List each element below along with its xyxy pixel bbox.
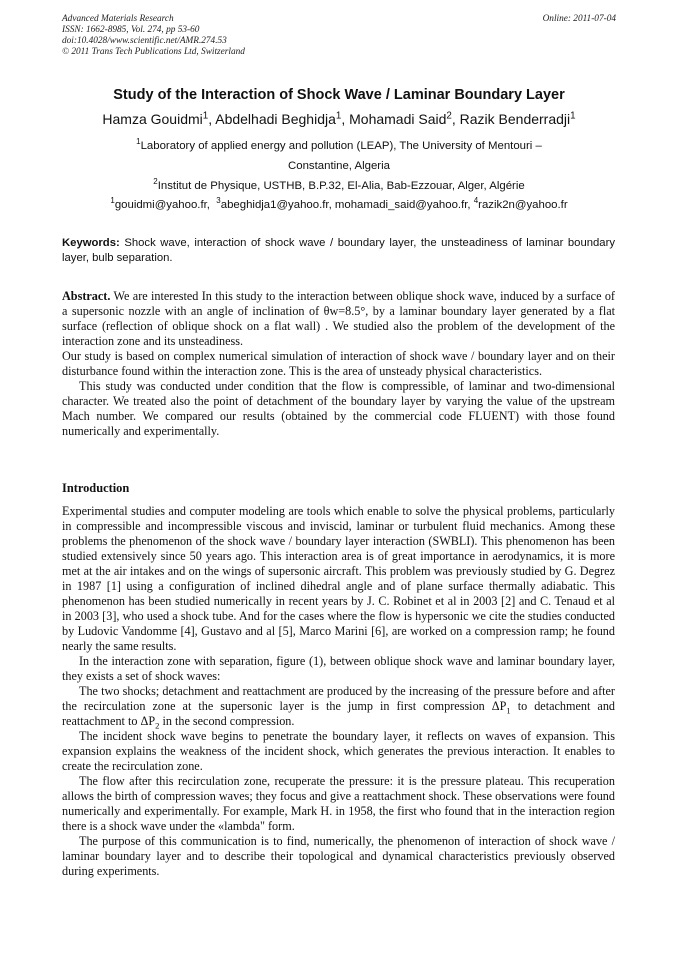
abstract-label: Abstract.: [62, 289, 111, 303]
intro-paragraph: The incident shock wave begins to penetrate the boundary layer, it reflects on waves of expansion. This expansion explains the weakness of the incident shock, which generates the previous interaction. It enables to create the recirculation zone.: [62, 729, 615, 773]
introduction-section: [62, 504, 615, 879]
keywords-label: Keywords:: [62, 237, 120, 249]
paper-title: Study of the Interaction of Shock Wave / Laminar Boundary Layer: [113, 87, 565, 103]
author-name: Abdelhadi Beghidja: [215, 111, 336, 127]
journal-doi: doi:10.4028/www.scientific.net/AMR.274.53: [62, 36, 227, 46]
journal-header: [62, 14, 616, 58]
intro-text: in the second compression.: [159, 714, 295, 728]
intro-text: to detachment and reattachment to ΔP: [62, 699, 616, 728]
affiliation-1-continued: Constantine, Algeria: [288, 159, 390, 172]
email-mark: 4: [473, 196, 479, 206]
email-mark: 3: [216, 196, 221, 206]
author-name: Razik Benderradji: [459, 111, 571, 127]
author: [102, 111, 215, 127]
author-affiliation-mark: 1: [570, 110, 576, 122]
email-mark: 1: [110, 196, 115, 206]
subscript: 1: [506, 705, 511, 716]
abstract-paragraph: Our study is based on complex numerical simulation of interaction of shock wave / boundary layer and on their disturbance found within the interaction zone. This is the area of unsteady physical characteristics.: [62, 349, 615, 378]
affiliation-text: Laboratory of applied energy and pollution (LEAP), The University of Mentouri –: [140, 140, 542, 152]
affiliation-2: [60, 177, 618, 197]
intro-paragraph: The flow after this recirculation zone, recuperate the pressure: it is the pressure plateau. This recuperation allows the birth of compression waves; they focus and give a reattachment shock. These observations were found numerically and experimentally. For example, Mark H. in 1958, the first who found that in the interaction region there is a shock wave under the «lambda" form.: [62, 774, 615, 833]
keywords: [62, 236, 615, 266]
abstract-paragraph: [62, 289, 615, 349]
subscript: 2: [155, 720, 160, 731]
author-affiliation-mark: 1: [335, 110, 342, 122]
intro-paragraph: In the interaction zone with separation, figure (1), between oblique shock wave and laminar boundary layer, they exists a set of shock waves:: [62, 654, 615, 683]
intro-paragraph: The purpose of this communication is to find, numerically, the phenomenon of interaction of shock wave / laminar boundary layer and to describe their topological and dynamical characteristics previously observed during experiments.: [62, 834, 615, 878]
author: [215, 111, 349, 127]
affiliations: [60, 137, 618, 216]
author-affiliation-mark: 2: [446, 110, 452, 122]
affiliation-mark: 1: [136, 137, 141, 147]
author-separator: ,: [451, 111, 460, 127]
email-text: gouidmi@yahoo.fr,: [114, 199, 217, 212]
abstract: [62, 289, 615, 439]
journal-name: Advanced Materials Research: [62, 14, 174, 24]
author: [349, 111, 460, 127]
abstract-text: We are interested In this study to the interaction between oblique shock wave, induced by a surface of a supersonic nozzle with an angle of inclination of θw=8.5°, by a laminar boundary layer generated by a flat surface (reflection of oblique shock on a flat wall) . We studied also the problem of the development of the interaction zone and its unsteadiness.: [62, 289, 615, 348]
email-text: razik2n@yahoo.fr: [478, 199, 568, 212]
affiliation-1: [60, 137, 618, 157]
online-date: Online: 2011-07-04: [542, 14, 616, 24]
abstract-paragraph: This study was conducted under condition that the flow is compressible, of laminar and two-dimensional character. We treated also the point of detachment of the boundary layer by varying the value of the upstream Mach number. We compared our results (obtained by the commercial code FLUENT) with those found numerically and experimentally.: [62, 379, 615, 438]
author: [460, 111, 576, 127]
author-emails: [60, 196, 618, 216]
author-separator: ,: [341, 111, 350, 127]
journal-issn: ISSN: 1662-8985, Vol. 274, pp 53-60: [62, 25, 200, 35]
affiliation-text: Institut de Physique, USTHB, B.P.32, El-Alia, Bab-Ezzouar, Alger, Algérie: [157, 179, 525, 192]
journal-copyright: © 2011 Trans Tech Publications Ltd, Switzerland: [62, 47, 245, 57]
author-separator: ,: [208, 111, 216, 127]
intro-paragraph: Experimental studies and computer modeling are tools which enable to solve the physical problems, particularly in compressible and incompressible viscous and inviscid, laminar or turbulent fluid mechanics. Among these problems the phenomenon of the shock wave / boundary layer interaction (SWBLI). This phenomenon has been studied extensively since 50 years ago. This interaction area is of great importance in aerodynamics, it is more met at the air intakes and on the wings of supersonic aircraft. This problem was previously studied by G. Degrez in 1987 [1] using a configuration of inclined dihedral angle and of plane surface thermally adiabatic. This phenomenon has been studied numerically in recent years by J. C. Robinet et al in 2003 [2] and C. Tenaud et al in 2003 [3], who used a shock tube. And for the cases where the flow is hypersonic we cite the studies conducted by Ludovic Vandomme [4], Gustavo and al [5], Marco Marini [6], are worked on a compression ramp; he found nearly the same results.: [62, 504, 615, 653]
intro-text: The two shocks; detachment and reattachment are produced by the increasing of the pressure before and after the recirculation zone at the supersonic layer is the jump in first compression ΔP: [62, 684, 615, 713]
author-affiliation-mark: 1: [202, 110, 209, 122]
author-name: Mohamadi Said: [349, 111, 447, 127]
intro-paragraph: [62, 684, 615, 729]
author-list: [30, 109, 648, 129]
affiliation-mark: 2: [153, 176, 158, 186]
email-text: abeghidja1@yahoo.fr, mohamadi_said@yahoo.fr,: [220, 199, 474, 212]
author-name: Hamza Gouidmi: [102, 111, 203, 127]
keywords-text: Shock wave, interaction of shock wave / boundary layer, the unsteadiness of laminar boundary layer, bulb separation.: [62, 237, 615, 264]
section-heading-introduction: Introduction: [62, 481, 130, 495]
